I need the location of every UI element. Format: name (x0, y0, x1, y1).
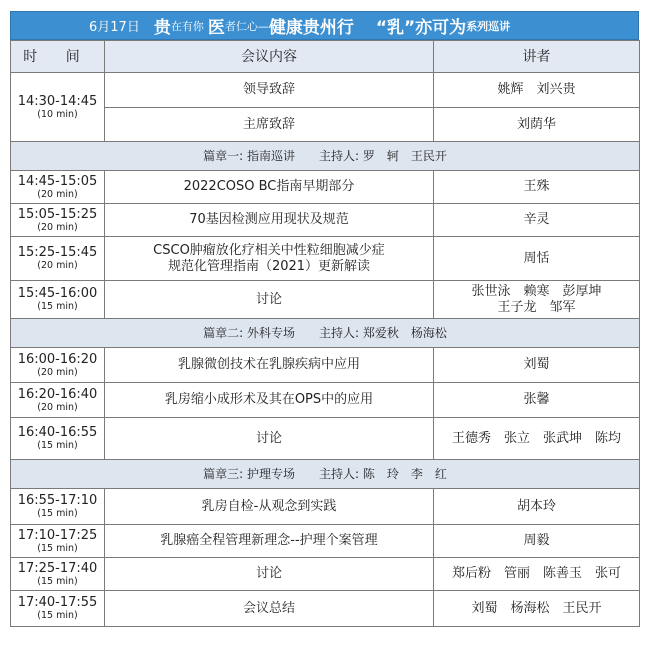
header-time: 时 间 (11, 41, 105, 73)
time-range: 16:00-16:20 (17, 351, 98, 367)
topic-cell: 主席致辞 (105, 108, 434, 142)
section-header-row (11, 142, 640, 171)
time-range: 15:25-15:45 (17, 245, 98, 260)
speaker-cell: 张馨 (434, 383, 640, 418)
speaker-cell: 周恬 (434, 237, 640, 281)
time-cell (11, 418, 105, 460)
table-row (11, 73, 640, 108)
duration: (20 min) (37, 366, 78, 378)
table-row (11, 558, 640, 591)
time-range: 15:45-16:00 (17, 286, 98, 301)
time-range: 14:45-15:05 (17, 173, 98, 189)
section-title: 篇章一: 指南巡讲 主持人: 罗 轲 王民开 (11, 142, 640, 171)
speaker-cell: 辛灵 (434, 204, 640, 237)
time-cell (11, 171, 105, 204)
title-banner (10, 11, 639, 40)
table-row (11, 348, 640, 383)
table-row (11, 489, 640, 525)
duration: (15 min) (37, 301, 78, 312)
banner-text-1: 在有你 (170, 19, 204, 33)
topic-cell: 2022COSO BC指南早期部分 (105, 171, 434, 204)
topic-cell: 领导致辞 (105, 73, 434, 108)
duration: (15 min) (37, 542, 78, 554)
header-speaker: 讲者 (434, 41, 640, 73)
speaker-line-2: 王子龙 邹军 (497, 299, 576, 315)
table-row (11, 281, 640, 319)
time-range: 15:05-15:25 (17, 206, 98, 222)
duration: (20 min) (37, 188, 78, 200)
duration: (15 min) (37, 508, 78, 519)
banner-slogan-2: “乳”亦可为 (375, 18, 467, 38)
table-row (11, 237, 640, 281)
table-row (11, 591, 640, 627)
topic-cell: 乳腺微创技术在乳腺疾病中应用 (105, 348, 434, 383)
table-row (11, 525, 640, 558)
duration: (15 min) (37, 575, 78, 587)
speaker-cell (434, 281, 640, 319)
banner-char-gui: 贵 (153, 18, 171, 38)
topic-cell: 讨论 (105, 418, 434, 460)
topic-cell: 讨论 (105, 281, 434, 319)
topic-line-2: 规范化管理指南（2021）更新解读 (167, 258, 371, 274)
table-row (11, 418, 640, 460)
time-cell (11, 489, 105, 525)
header-topic: 会议内容 (105, 41, 434, 73)
time-range: 16:55-17:10 (17, 493, 98, 508)
topic-cell: 70基因检测应用现状及规范 (105, 204, 434, 237)
topic-cell: 乳房缩小成形术及其在OPS中的应用 (105, 383, 434, 418)
banner-date: 6月17日 (89, 20, 140, 35)
time-cell (11, 73, 105, 142)
speaker-cell: 姚辉 刘兴贵 (434, 73, 640, 108)
section-header-row (11, 460, 640, 489)
banner-char-yi: 医 (207, 18, 225, 38)
speaker-cell: 王殊 (434, 171, 640, 204)
duration: (20 min) (37, 401, 78, 413)
table-row (11, 171, 640, 204)
speaker-line-1: 张世泳 赖寒 彭厚坤 (471, 283, 602, 299)
speaker-cell: 郑后粉 管丽 陈善玉 张可 (434, 558, 640, 591)
banner-slogan-1: 健康贵州行 (268, 18, 354, 38)
time-range: 17:25-17:40 (17, 560, 98, 576)
duration: (20 min) (37, 260, 78, 271)
speaker-cell: 刘荫华 (434, 108, 640, 142)
speaker-cell: 王德秀 张立 张武坤 陈均 (434, 418, 640, 460)
time-cell (11, 348, 105, 383)
time-range: 17:10-17:25 (17, 527, 98, 543)
topic-line-1: CSCO肿瘤放化疗相关中性粒细胞减少症 (153, 242, 385, 258)
time-range: 16:40-16:55 (17, 425, 98, 440)
time-cell (11, 281, 105, 319)
duration: (10 min) (37, 108, 78, 120)
section-header-row (11, 319, 640, 348)
section-title: 篇章三: 护理专场 主持人: 陈 玲 李 红 (11, 460, 640, 489)
time-cell (11, 383, 105, 418)
time-range: 17:40-17:55 (17, 595, 98, 610)
speaker-cell: 刘蜀 (434, 348, 640, 383)
time-cell (11, 204, 105, 237)
topic-cell: 讨论 (105, 558, 434, 591)
topic-cell: 会议总结 (105, 591, 434, 627)
banner-series: 系列巡讲 (466, 19, 511, 33)
speaker-cell: 胡本玲 (434, 489, 640, 525)
table-row (11, 108, 640, 142)
table-row (11, 383, 640, 418)
section-title: 篇章二: 外科专场 主持人: 郑爱秋 杨海松 (11, 319, 640, 348)
duration: (20 min) (37, 221, 78, 233)
time-range: 14:30-14:45 (17, 93, 98, 109)
topic-cell: 乳腺癌全程管理新理念--护理个案管理 (105, 525, 434, 558)
time-range: 16:20-16:40 (17, 386, 98, 402)
topic-cell (105, 237, 434, 281)
duration: (15 min) (37, 610, 78, 621)
time-cell (11, 237, 105, 281)
time-cell (11, 591, 105, 627)
schedule-table (10, 40, 640, 627)
time-cell (11, 525, 105, 558)
topic-cell: 乳房自检-从观念到实践 (105, 489, 434, 525)
time-cell (11, 558, 105, 591)
speaker-cell: 周毅 (434, 525, 640, 558)
banner-text-2: 者仁心— (224, 19, 269, 33)
speaker-cell: 刘蜀 杨海松 王民开 (434, 591, 640, 627)
duration: (15 min) (37, 440, 78, 451)
table-header-row (11, 41, 640, 73)
table-row (11, 204, 640, 237)
